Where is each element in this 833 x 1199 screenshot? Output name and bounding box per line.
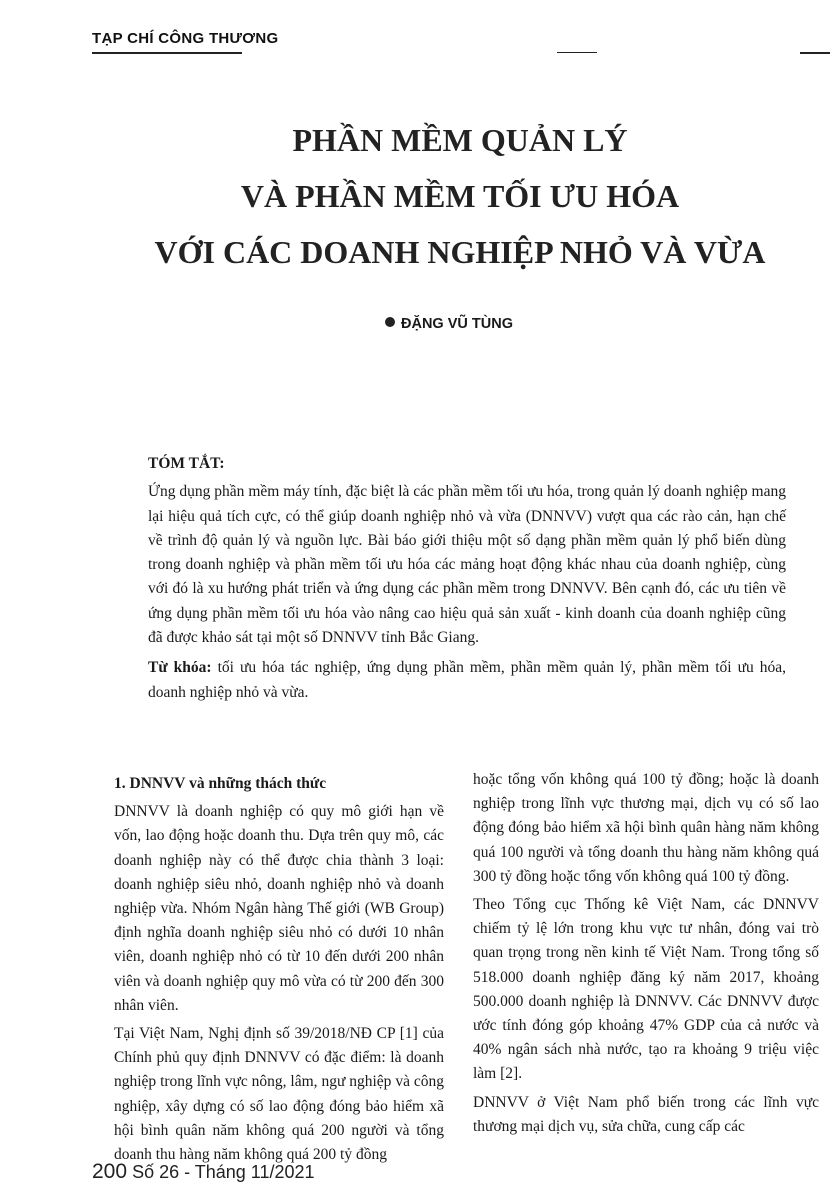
right-paragraph-2: Theo Tổng cục Thống kê Việt Nam, các DNNVV chiếm tỷ lệ lớn trong khu vực tư nhân, đóng vai trò quan trọng trong nền kinh tế Việt Nam. Trong tổng số 518.000 doanh nghiệp đăng ký năm 2017, khoảng 500.000 doanh nghiệp là DNNVV. Các DNNVV được ước tính đóng góp khoảng 47% GDP của cả nước và 40% ngân sách nhà nước, tạo ra khoảng 9 triệu việc làm [2]. [473,896,819,1083]
header-rule-right [800,52,830,54]
header-rule-left [92,52,242,54]
author-name: ĐẶNG VŨ TÙNG [401,316,513,332]
right-paragraph-3: DNNVV ở Việt Nam phổ biến trong các lĩnh vực thương mại dịch vụ, sửa chữa, cung cấp các [473,1093,819,1135]
author-line [385,316,513,332]
right-column [473,768,819,1143]
issue-info: Số 26 - Tháng 11/2021 [132,1162,315,1182]
keywords-label: Từ khóa: [148,659,212,677]
left-paragraph-1: DNNVV là doanh nghiệp có quy mô giới hạn về vốn, lao động hoặc doanh thu. Dựa trên quy mô, các doanh nghiệp này có thể được chia thành 3 loại: doanh nghiệp siêu nhỏ, doanh nghiệp nhỏ và doanh nghiệp vừa. Nhóm Ngân hàng Thế giới (WB Group) định nghĩa doanh nghiệp siêu nhỏ có dưới 10 nhân viên, doanh nghiệp nhỏ có từ 10 đến dưới 200 nhân viên và doanh nghiệp quy mô vừa có từ 200 đến 300 nhân viên. [114,803,444,1014]
keywords [148,656,786,705]
keywords-text: tối ưu hóa tác nghiệp, ứng dụng phần mềm, phần mềm quản lý, phần mềm tối ưu hóa, doanh nghiệp nhỏ và vừa. [148,659,787,701]
right-paragraph-1: hoặc tổng vốn không quá 100 tỷ đồng; hoặc là doanh nghiệp trong lĩnh vực thương mại, dịch vụ có số lao động đóng bảo hiểm xã hội bình quân hàng năm không quá 100 người và tổng doanh thu hàng năm không quá 300 tỷ đồng hoặc tổng vốn không quá 100 tỷ đồng. [473,771,819,885]
page-footer [92,1160,315,1184]
page-number: 200 [92,1160,128,1183]
title-line-3: VỚI CÁC DOANH NGHIỆP NHỎ VÀ VỪA [154,234,766,270]
left-column [114,772,444,1171]
abstract-body: Ứng dụng phần mềm máy tính, đặc biệt là các phần mềm tối ưu hóa, trong quản lý doanh nghiệp mang lại hiệu quả tích cực, có thể giúp doanh nghiệp nhỏ và vừa (DNNVV) vượt qua các rào cản, hạn chế về trình độ quản lý và nguồn lực. Bài báo giới thiệu một số dạng phần mềm quản lý phổ biến dùng trong doanh nghiệp và phần mềm tối ưu hóa các mảng hoạt động khác nhau của doanh nghiệp, cùng với đó là xu hướng phát triển và ứng dụng các phần mềm trong DNNVV. Bên cạnh đó, các ưu tiên về ứng dụng phần mềm tối ưu hóa vào nâng cao hiệu quả sản xuất - kinh doanh của doanh nghiệp cũng đã được khảo sát tại một số DNNVV tỉnh Bắc Giang. [148,483,786,647]
article-title [130,112,790,280]
abstract-heading: TÓM TẮT: [148,455,225,472]
journal-name: TẠP CHÍ CÔNG THƯƠNG [92,30,279,47]
left-paragraph-2: Tại Việt Nam, Nghị định số 39/2018/NĐ CP [1] của Chính phủ quy định DNNVV có đặc điểm: là doanh nghiệp trong lĩnh vực nông, lâm, ngư nghiệp và công nghiệp, xây dựng có số lao động đóng bảo hiểm xã hội bình quân năm không quá 200 người và tổng doanh thu hàng năm không quá 200 tỷ đồng [114,1025,444,1164]
title-line-1: PHẦN MỀM QUẢN LÝ [292,122,628,158]
title-line-2: VÀ PHẦN MỀM TỐI ƯU HÓA [240,178,680,214]
header-rule-mid [557,52,597,53]
section-heading: 1. DNNVV và những thách thức [114,775,327,792]
bullet-icon [385,317,395,327]
abstract [148,452,786,705]
